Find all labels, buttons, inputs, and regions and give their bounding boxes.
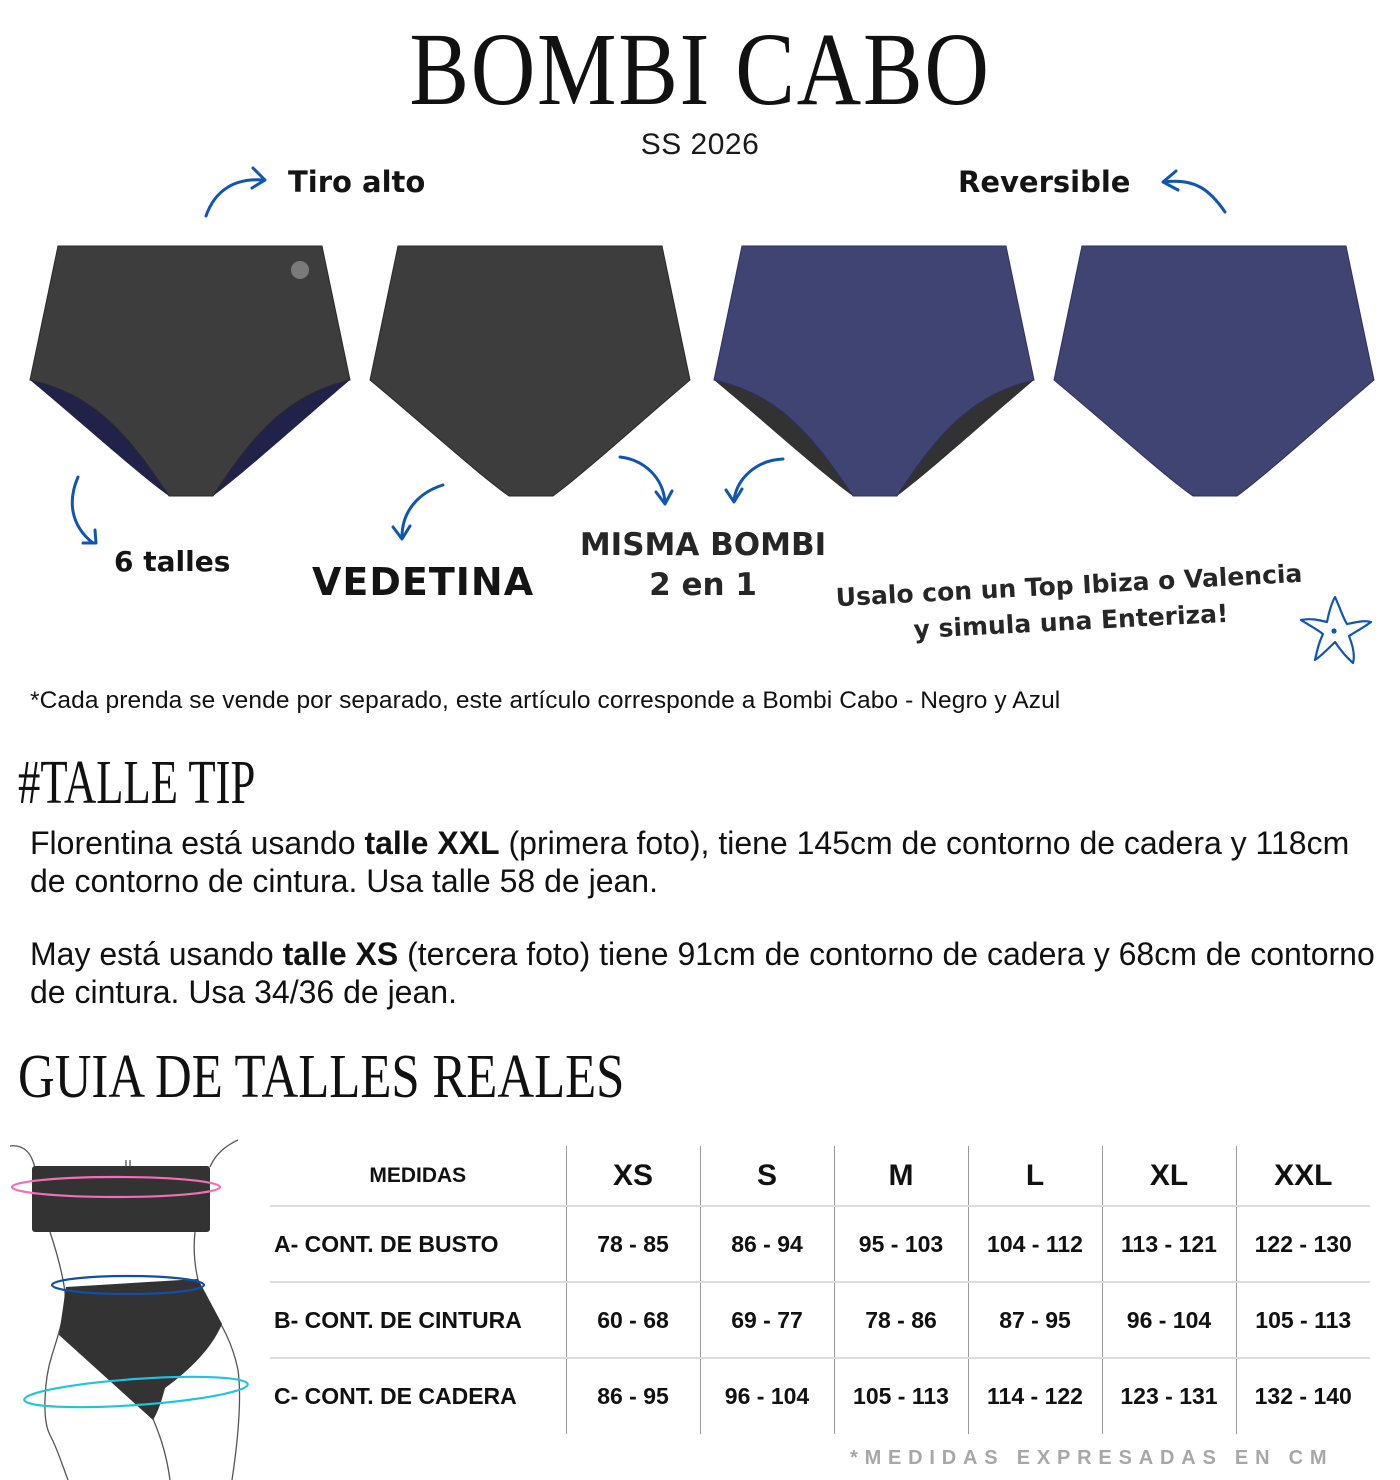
table-cell: 87 - 95 xyxy=(968,1282,1102,1358)
row-label-cadera: C- CONT. DE CADERA xyxy=(270,1358,566,1434)
table-cell: 123 - 131 xyxy=(1102,1358,1236,1434)
annotation-usalo-line2: y simula una Enteriza! xyxy=(912,598,1230,645)
annotation-misma-bombi-line2: 2 en 1 xyxy=(649,567,757,603)
size-header-xl: XL xyxy=(1102,1146,1236,1206)
table-cell: 78 - 85 xyxy=(566,1206,700,1282)
annotation-misma-bombi-line1: MISMA BOMBI xyxy=(579,527,827,563)
annotation-six-sizes: 6 talles xyxy=(114,545,231,578)
table-row-busto xyxy=(270,1206,1370,1282)
table-cell: 60 - 68 xyxy=(566,1282,700,1358)
annotation-misma-bombi xyxy=(578,525,828,605)
garment-front-black xyxy=(28,244,354,498)
size-header-xs: XS xyxy=(566,1146,700,1206)
annotation-reversible: Reversible xyxy=(958,165,1131,199)
p1-size-bold: talle XXL xyxy=(364,825,500,861)
arrow-right-icon xyxy=(206,168,265,216)
table-row-cintura xyxy=(270,1282,1370,1358)
table-cell: 86 - 95 xyxy=(566,1358,700,1434)
talle-tip-title: #TALLE TIP xyxy=(18,749,256,817)
size-chart-table xyxy=(270,1146,1370,1434)
table-cell: 122 - 130 xyxy=(1236,1206,1370,1282)
table-cell: 95 - 103 xyxy=(834,1206,968,1282)
units-footnote: *MEDIDAS EXPRESADAS EN CM xyxy=(850,1447,1334,1469)
garment-back-blue xyxy=(1052,244,1378,498)
talle-tip-paragraph-1 xyxy=(30,824,1390,900)
garment-front-blue xyxy=(712,244,1038,498)
table-cell: 69 - 77 xyxy=(700,1282,834,1358)
table-cell: 96 - 104 xyxy=(1102,1282,1236,1358)
annotation-usalo xyxy=(813,555,1326,654)
annotation-tiro-alto: Tiro alto xyxy=(288,165,426,199)
product-title: BOMBI CABO xyxy=(409,12,991,127)
table-row-cadera xyxy=(270,1358,1370,1434)
row-label-busto: A- CONT. DE BUSTO xyxy=(270,1206,566,1282)
size-header-l: L xyxy=(968,1146,1102,1206)
bandeau-top xyxy=(32,1166,210,1232)
size-header-m: M xyxy=(834,1146,968,1206)
p2-text-rest: (tercera foto) tiene 91cm de contorno de cadera y 68cm de contorno de cintura. Usa 34/36 de jean. xyxy=(30,936,1375,1010)
table-cell: 78 - 86 xyxy=(834,1282,968,1358)
table-cell: 105 - 113 xyxy=(834,1358,968,1434)
p1-text: Florentina está usando xyxy=(30,825,365,861)
size-guide-title: GUIA DE TALLES REALES xyxy=(18,1043,625,1111)
garment-back-black xyxy=(368,244,694,498)
p1-text-rest: (primera foto), tiene 145cm de contorno de cadera y 118cm de contorno de cintura. Usa talle 58 de jean. xyxy=(30,825,1350,899)
annotation-vedetina: VEDETINA xyxy=(312,560,535,604)
brand-logo-icon xyxy=(291,261,309,279)
table-cell: 86 - 94 xyxy=(700,1206,834,1282)
table-cell: 114 - 122 xyxy=(968,1358,1102,1434)
row-label-cintura: B- CONT. DE CINTURA xyxy=(270,1282,566,1358)
season-label: SS 2026 xyxy=(640,128,760,161)
table-cell: 96 - 104 xyxy=(700,1358,834,1434)
medidas-header: MEDIDAS xyxy=(369,1163,467,1187)
p2-size-bold: talle XS xyxy=(282,936,399,972)
talle-tip-paragraph-2 xyxy=(30,935,1390,1011)
disclaimer-text: *Cada prenda se vende por separado, este artículo corresponde a Bombi Cabo - Negro y Azul xyxy=(30,687,1061,714)
p2-text: May está usando xyxy=(30,936,283,972)
size-header-xxl: XXL xyxy=(1236,1146,1370,1206)
size-header-s: S xyxy=(700,1146,834,1206)
table-cell: 113 - 121 xyxy=(1102,1206,1236,1282)
arrow-left-icon xyxy=(1163,171,1225,212)
body-measurement-figure xyxy=(0,1130,280,1480)
table-cell: 104 - 112 xyxy=(968,1206,1102,1282)
size-chart-header-row xyxy=(270,1146,1370,1206)
annotation-usalo-line1: Usalo con un Top Ibiza o Valencia xyxy=(835,558,1303,613)
table-cell: 132 - 140 xyxy=(1236,1358,1370,1434)
table-cell: 105 - 113 xyxy=(1236,1282,1370,1358)
